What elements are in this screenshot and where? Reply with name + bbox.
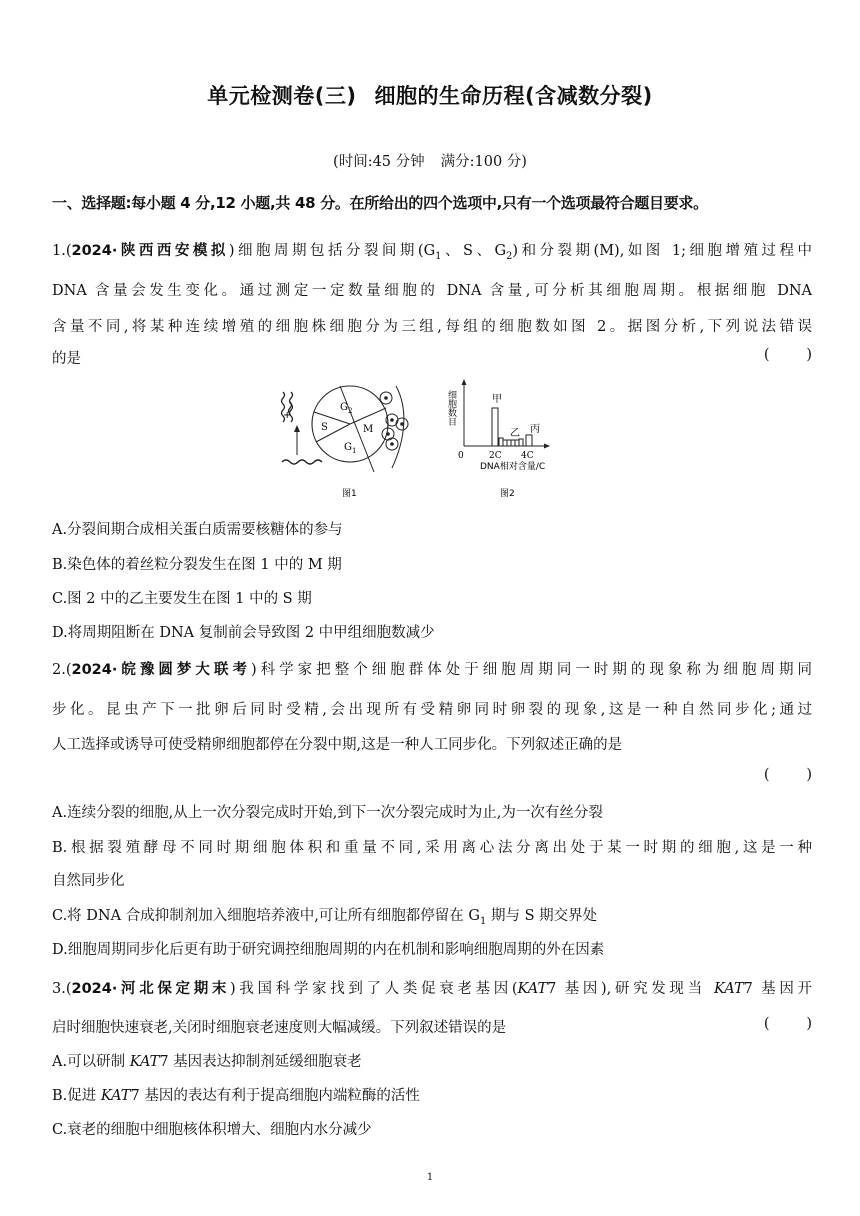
q1-line4: 的是 <box>52 351 81 367</box>
q1-source: 2024·陕西西安模拟 <box>71 243 229 259</box>
q1-option-c: C.图 2 中的乙主要发生在图 1 中的 S 期 <box>52 591 312 607</box>
fig2-ylabel: 细胞数目 <box>446 390 456 426</box>
q2-line2: 步化。昆虫产下一批卵后同时受精,会出现所有受精卵同时卵裂的现象,这是一种自然同步化;通过 <box>52 702 812 718</box>
q2-source: 2024·皖豫圆梦大联考 <box>71 662 251 678</box>
exam-info <box>0 150 860 171</box>
q2-option-c: C.将 DNA 合成抑制剂加入细胞培养液中,可让所有细胞都停留在 $G_1$ 期与 S 期交界处 <box>52 908 598 927</box>
figure-2-histogram <box>446 379 550 499</box>
q1-figures <box>268 378 588 500</box>
q1-line2: DNA 含量会发生变化。通过测定一定数量细胞的 DNA 含量,可分析其细胞周期。根据细胞 DNA <box>52 283 812 299</box>
title-part2: 细胞的生命历程(含减数分裂) <box>374 84 653 108</box>
q3-option-a: A.可以研制 KAT7 基因表达抑制剂延缓细胞衰老 <box>52 1054 362 1070</box>
svg-text:0: 0 <box>458 451 464 461</box>
q2-line1: 2.(2024·皖豫圆梦大联考)科学家把整个细胞群体处于细胞周期同一时期的现象称为细胞周期同 <box>52 662 812 678</box>
fig2-label-yi: 乙 <box>510 428 520 439</box>
q3-option-c: C.衰老的细胞中细胞核体积增大、细胞内水分减少 <box>52 1122 372 1138</box>
figure-1-cell-cycle <box>282 386 409 499</box>
q2-option-d: D.细胞周期同步化后更有助于研究调控细胞周期的内在机制和影响细胞周期的外在因素 <box>52 942 605 958</box>
fig2-xlabel: DNA相对含量/C <box>480 462 546 472</box>
q1-option-a: A.分裂间期合成相关蛋白质需要核糖体的参与 <box>52 522 343 538</box>
q3-option-b: B.促进 KAT7 基因的表达有利于提高细胞内端粒酶的活性 <box>52 1088 420 1104</box>
svg-text:2C: 2C <box>489 451 502 461</box>
q1-option-d: D.将周期阻断在 DNA 复制前会导致图 2 中甲组细胞数减少 <box>52 625 435 641</box>
q3-source: 2024·河北保定期末 <box>71 981 231 997</box>
q1-line1: 1.(2024·陕西西安模拟)细胞周期包括分裂间期($G_1$、S、$G_2$)和分裂期(M),如图 1;细胞增殖过程中 <box>52 243 812 262</box>
q1-option-b: B.染色体的着丝粒分裂发生在图 1 中的 M 期 <box>52 557 342 573</box>
svg-text:4C: 4C <box>521 451 534 461</box>
page-title <box>0 80 860 110</box>
q2-option-b-line1: B.根据裂殖酵母不同时期细胞体积和重量不同,采用离心法分离出处于某一时期的细胞,这是一种 <box>52 840 812 856</box>
q3-line2: 启时细胞快速衰老,关闭时细胞衰老速度则大幅减缓。下列叙述错误的是 <box>52 1020 507 1036</box>
fig2-label-bing: 丙 <box>530 424 540 435</box>
svg-text:S: S <box>321 422 328 433</box>
exam-time: (时间:45 分钟 <box>333 154 425 170</box>
q2-option-b-line2: 自然同步化 <box>52 873 125 889</box>
svg-text:G2: $G_2$ <box>340 402 353 415</box>
figure-2-caption: 图2 <box>500 489 515 499</box>
page-number: 1 <box>426 1172 434 1183</box>
fig2-label-jia: 甲 <box>492 394 502 405</box>
q2-option-a: A.连续分裂的细胞,从上一次分裂完成时开始,到下一次分裂完成时为止,为一次有丝分裂 <box>52 805 603 821</box>
q3-line1: 3.(2024·河北保定期末)我国科学家找到了人类促衰老基因(KAT7 基因),研究发现当 KAT7 基因开 <box>52 981 813 997</box>
q1-answer-blank: ( ) <box>763 347 812 363</box>
q1-line3: 含量不同,将某种连续增殖的细胞株细胞分为三组,每组的细胞数如图 2。据图分析,下列说法错误 <box>52 319 812 335</box>
plus-sign: + <box>283 410 292 421</box>
svg-text:M: M <box>363 424 374 435</box>
q2-answer-blank: ( ) <box>763 767 812 783</box>
title-part1: 单元检测卷(三) <box>207 84 357 108</box>
svg-text:G1: $G_1$ <box>344 442 357 455</box>
q2-line3: 人工选择或诱导可使受精卵细胞都停在分裂中期,这是一种人工同步化。下列叙述正确的是 <box>52 737 623 753</box>
figure-1-caption: 图1 <box>342 489 357 499</box>
section-heading: 一、选择题:每小题 4 分,12 小题,共 48 分。在所给出的四个选项中,只有一个选项最符合题目要求。 <box>52 194 708 212</box>
exam-score: 满分:100 分) <box>440 154 527 170</box>
q3-answer-blank: ( ) <box>763 1016 812 1032</box>
